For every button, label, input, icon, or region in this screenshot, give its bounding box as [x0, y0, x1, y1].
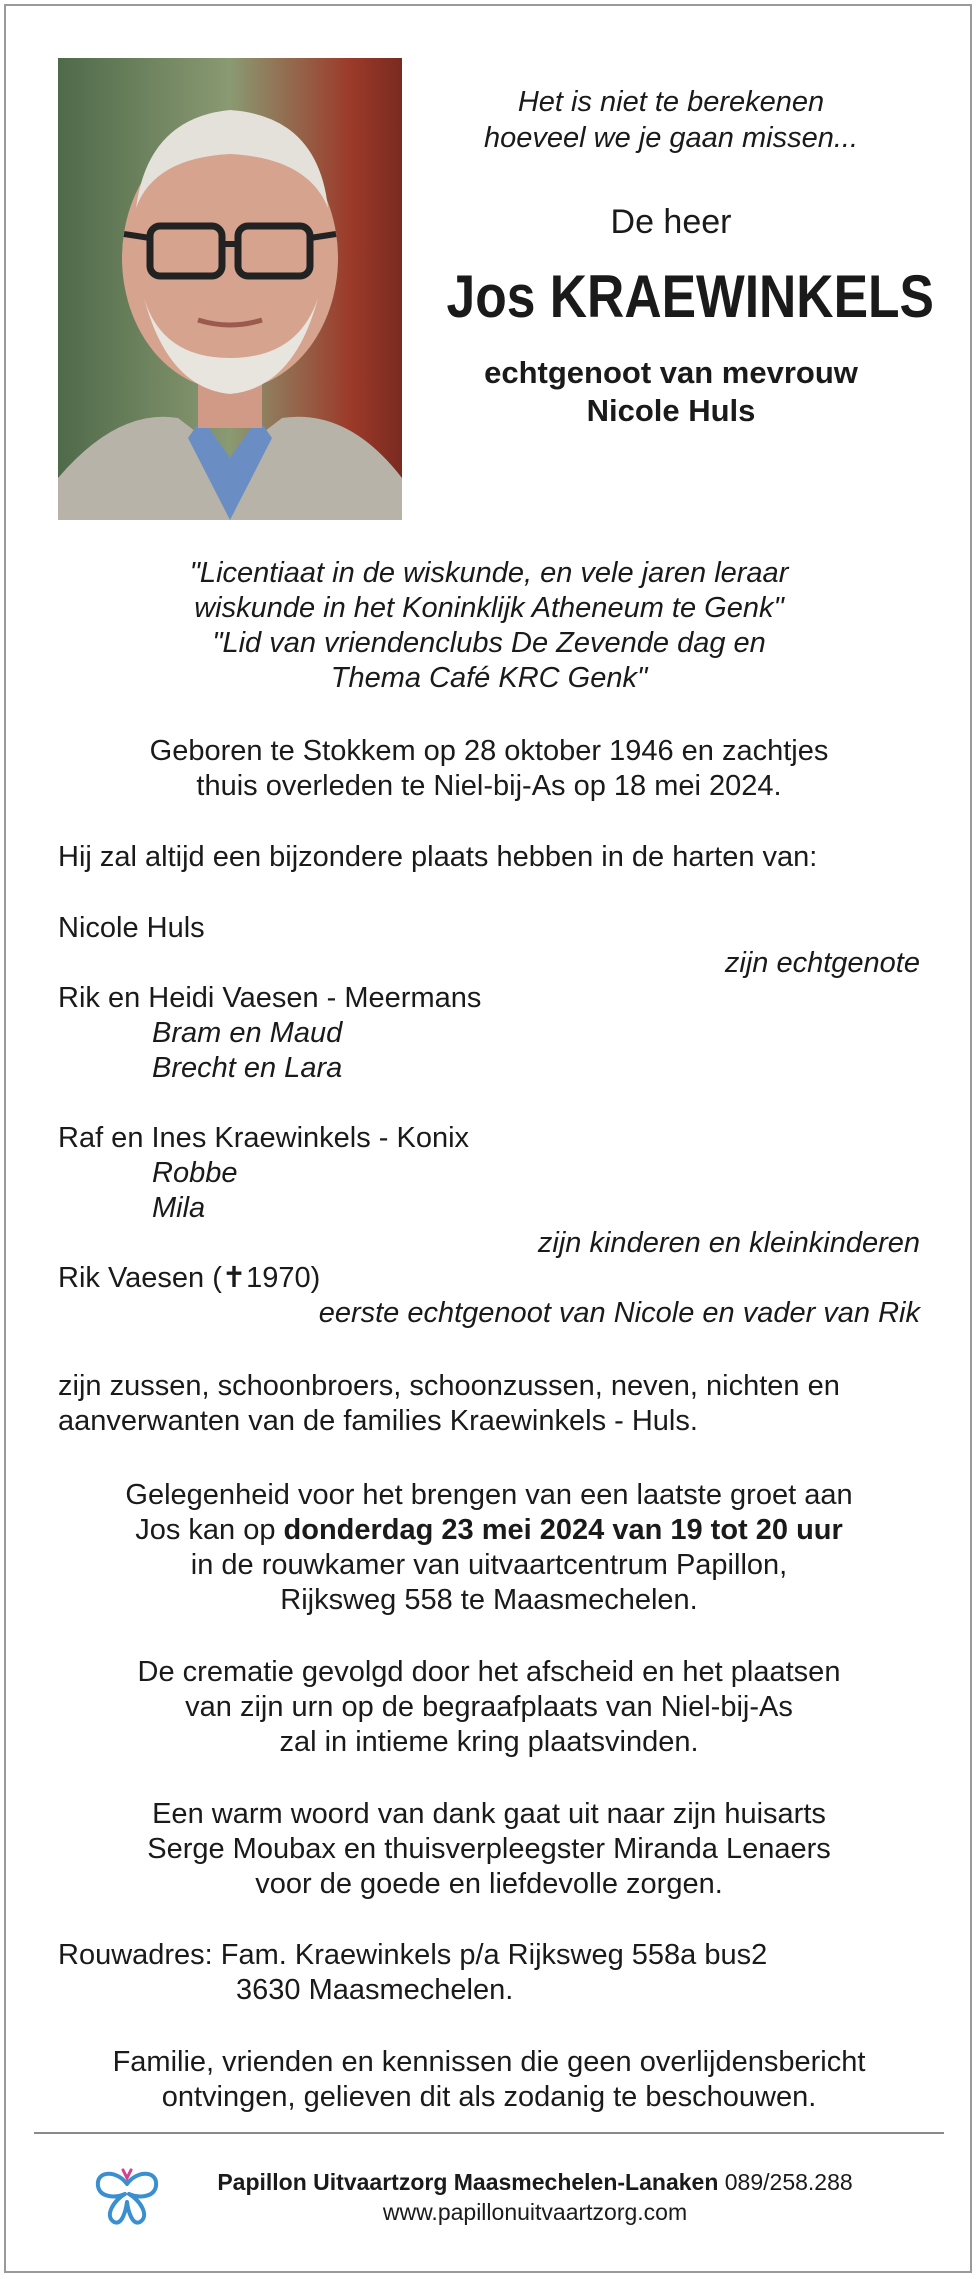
death-line: thuis overleden te Niel-bij-As op 18 mei 2024.: [196, 770, 782, 802]
grandchildren-line: Mila: [152, 1192, 206, 1224]
motto-line: hoeveel we je gaan missen...: [484, 122, 858, 154]
cremation: [58, 1655, 920, 1760]
firm-name: Papillon Uitvaartzorg Maasmechelen-Lanaken: [217, 2169, 719, 2195]
relatives-line: aanverwanten van de families Kraewinkels - Huls.: [58, 1405, 698, 1437]
wife-name: Nicole Huls: [58, 912, 205, 944]
thanks: [58, 1797, 920, 1902]
quote-line: Thema Café KRC Genk": [330, 662, 648, 694]
deceased-name: Jos KRAEWINKELS: [446, 263, 934, 330]
spouse-relation: echtgenoot van mevrouw: [484, 355, 858, 390]
family-intro: Hij zal altijd een bijzondere plaats hebben in de harten van:: [58, 841, 818, 873]
quote-line: wiskunde in het Koninklijk Atheneum te Genk": [194, 592, 784, 624]
grandchildren-line: Bram en Maud: [152, 1017, 343, 1049]
footer-divider: [34, 2132, 944, 2134]
motto-line: Het is niet te berekenen: [517, 86, 825, 118]
birth-death: [58, 734, 920, 804]
thanks-line: Een warm woord van dank gaat uit naar zijn huisarts: [152, 1798, 826, 1830]
visitation-line: in de rouwkamer van uitvaartcentrum Papillon,: [190, 1549, 788, 1581]
honorific: De heer: [610, 203, 732, 241]
firm-website[interactable]: www.papillonuitvaartzorg.com: [382, 2199, 688, 2225]
header-block: [410, 84, 932, 430]
spouse-name: Nicole Huls: [586, 393, 756, 428]
footer: [160, 2167, 910, 2227]
notice-line: Familie, vrienden en kennissen die geen overlijdensbericht: [112, 2046, 866, 2078]
address-line: 3630 Maasmechelen.: [236, 1974, 514, 2006]
cremation-line: De crematie gevolgd door het afscheid en het plaatsen: [137, 1656, 841, 1688]
quotes: [58, 556, 920, 696]
wife-role: zijn echtgenote: [724, 947, 920, 979]
birth-line: Geboren te Stokkem op 28 oktober 1946 en zachtjes: [149, 735, 829, 767]
butterfly-icon: [92, 2162, 162, 2232]
thanks-line: Serge Moubax en thuisverpleegster Miranda Lenaers: [147, 1833, 831, 1865]
family-list: [58, 911, 920, 1331]
footer-firm-line: [160, 2167, 910, 2197]
notice-line: ontvingen, gelieven dit als zodanig te beschouwen.: [161, 2081, 817, 2113]
children-role: zijn kinderen en kleinkinderen: [537, 1227, 920, 1259]
grandchildren-line: Brecht en Lara: [152, 1052, 343, 1084]
visitation: [58, 1478, 920, 1618]
grandchildren-line: Robbe: [152, 1157, 238, 1189]
notice: [58, 2045, 920, 2115]
motto: [410, 84, 932, 156]
mourning-address: [58, 1938, 920, 2008]
visitation-datetime: donderdag 23 mei 2024 van 19 tot 20 uur: [283, 1514, 843, 1546]
spacer: [58, 1086, 920, 1121]
cremation-line: zal in intieme kring plaatsvinden.: [279, 1726, 699, 1758]
thanks-line: voor de goede en liefdevolle zorgen.: [255, 1868, 723, 1900]
child-family: Rik en Heidi Vaesen - Meermans: [58, 982, 482, 1014]
visitation-line: Gelegenheid voor het brengen van een laatste groet aan: [125, 1479, 853, 1511]
child-family: Raf en Ines Kraewinkels - Konix: [58, 1122, 470, 1154]
relatives: [58, 1369, 920, 1439]
portrait-photo: [58, 58, 402, 520]
first-husband-role: eerste echtgenoot van Nicole en vader van Rik: [318, 1297, 920, 1329]
firm-phone: 089/258.288: [724, 2169, 853, 2195]
quote-line: "Lid van vriendenclubs De Zevende dag en: [212, 627, 766, 659]
visitation-line: [58, 1513, 920, 1548]
visitation-line: Rijksweg 558 te Maasmechelen.: [280, 1584, 698, 1616]
visitation-text: Jos kan op: [135, 1514, 284, 1546]
relatives-line: zijn zussen, schoonbroers, schoonzussen, neven, nichten en: [58, 1370, 840, 1402]
address-line: Rouwadres: Fam. Kraewinkels p/a Rijksweg 558a bus2: [58, 1939, 768, 1971]
first-husband: Rik Vaesen (✝1970): [58, 1262, 321, 1294]
quote-line: "Licentiaat in de wiskunde, en vele jaren leraar: [189, 557, 789, 589]
cremation-line: van zijn urn op de begraafplaats van Niel-bij-As: [185, 1691, 793, 1723]
spouse-line: [410, 354, 932, 430]
